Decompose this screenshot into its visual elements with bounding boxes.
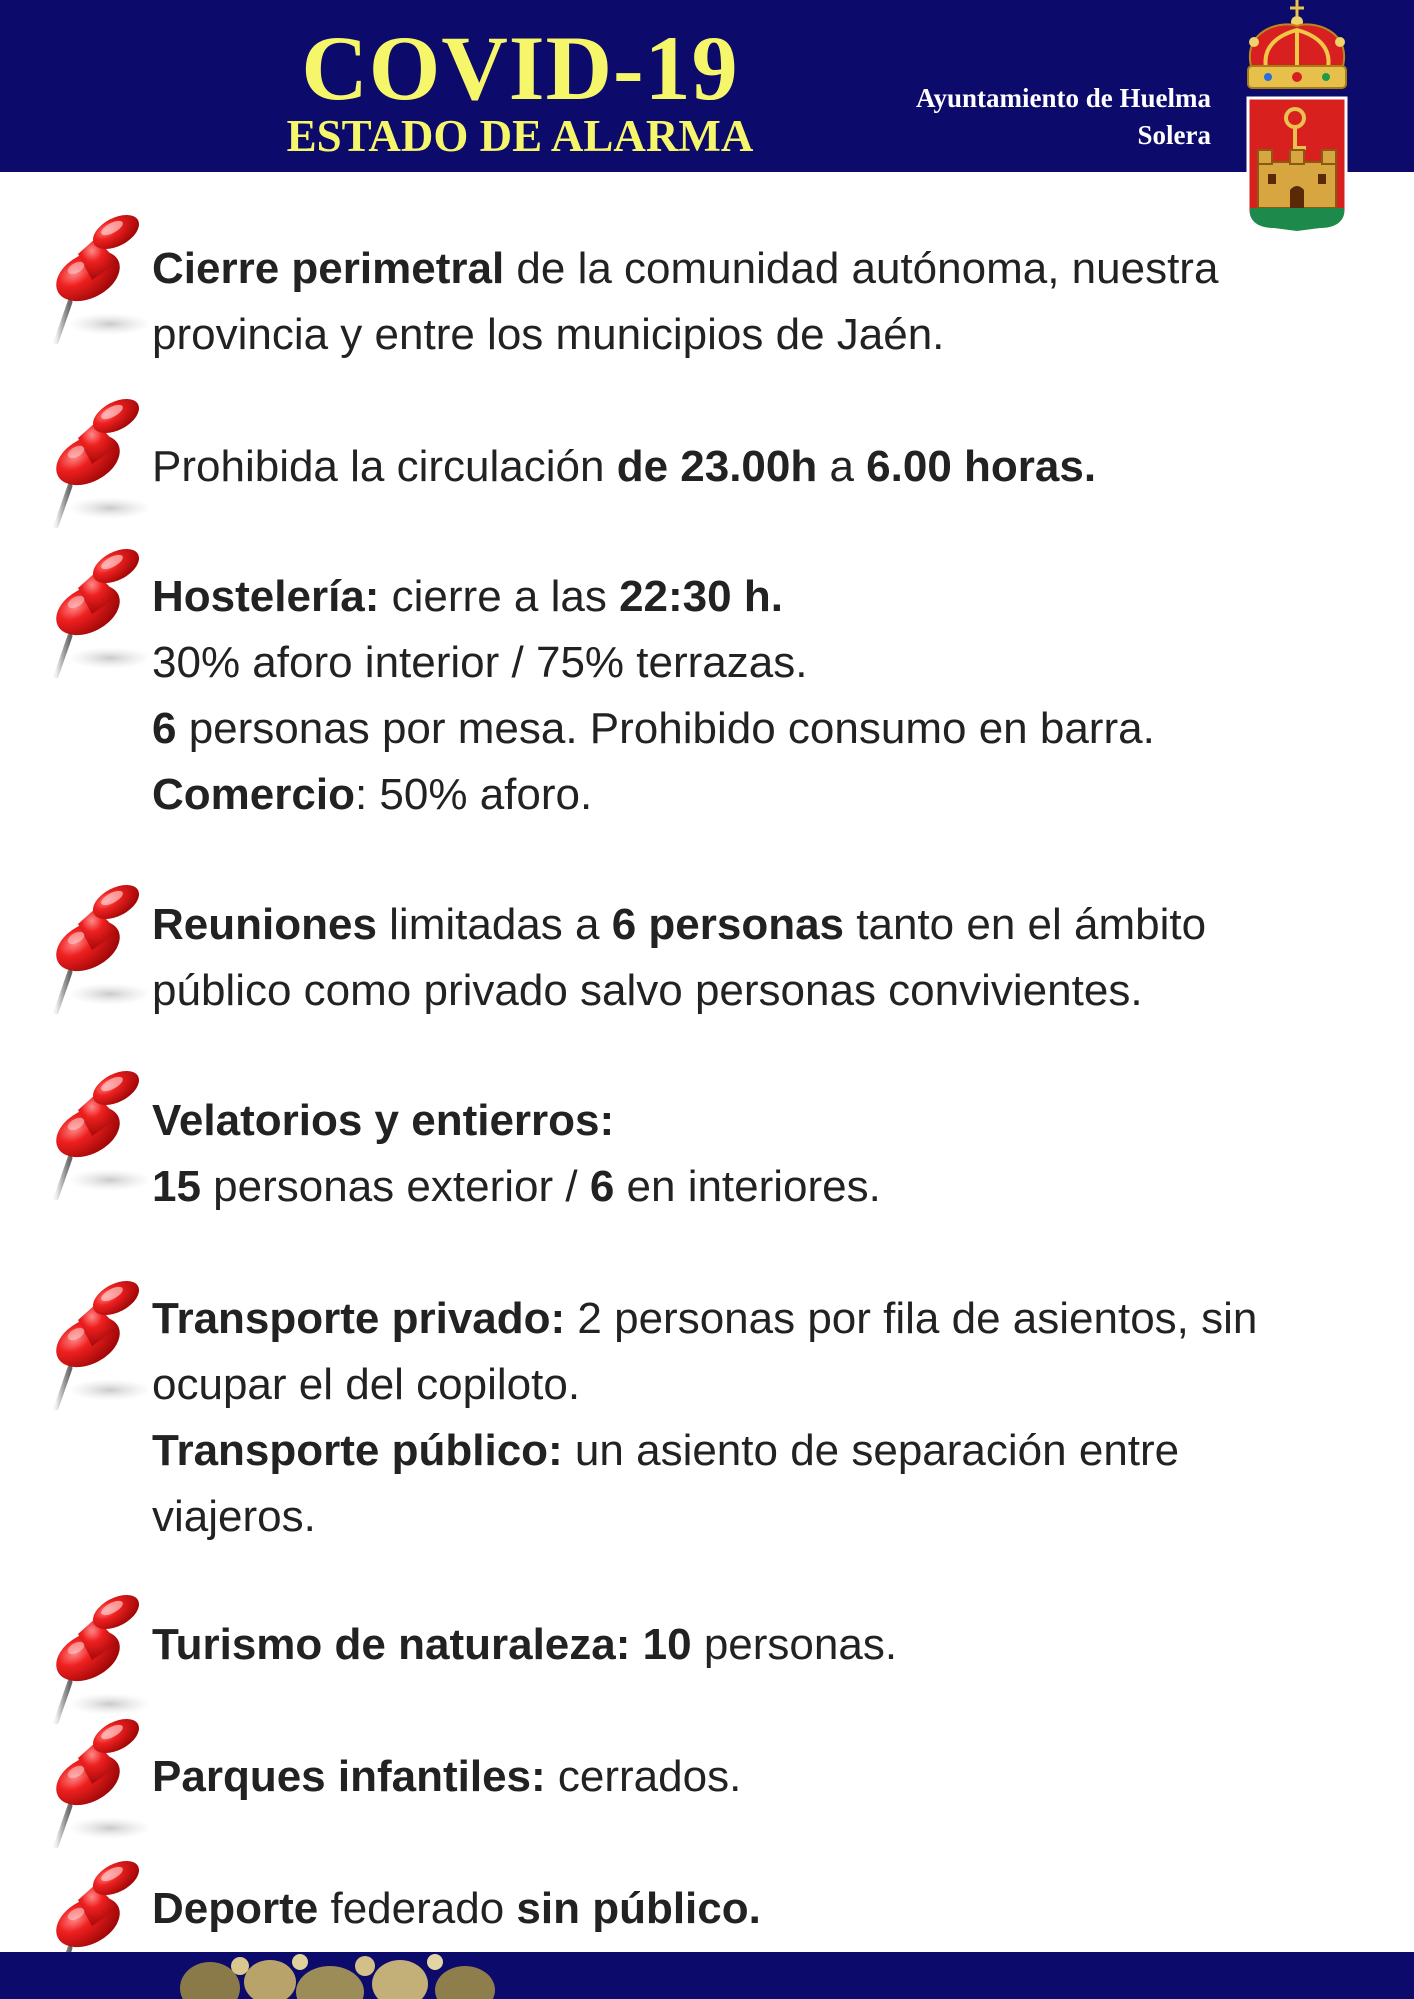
measure-line (152, 1612, 1372, 1678)
pushpin-icon (48, 1586, 148, 1726)
bold-text: Deporte (152, 1884, 319, 1933)
measure-line (152, 434, 1372, 500)
measure-line (152, 1352, 1372, 1418)
measure-line (152, 1484, 1372, 1550)
text: 2 personas por fila de asientos, sin (565, 1294, 1258, 1343)
text: cierre a las (379, 572, 620, 621)
footer-banner (0, 1952, 1414, 1999)
text: cerrados. (545, 1752, 742, 1801)
measure-item (152, 236, 1372, 368)
pushpin-icon (48, 390, 148, 530)
measure-line (152, 630, 1372, 696)
bold-text: 6 (152, 704, 177, 753)
measure-line (152, 302, 1372, 368)
bold-text: Hostelería: (152, 572, 380, 621)
text: federado (318, 1884, 517, 1933)
bold-text: 10 (642, 1620, 692, 1669)
bold-text: Cierre perimetral (152, 244, 505, 293)
text: en interiores. (614, 1162, 881, 1211)
text: de la comunidad autónoma, nuestra (504, 244, 1219, 293)
text: provincia y entre los municipios de Jaén. (152, 310, 945, 359)
page-title: COVID-19 (301, 17, 739, 119)
bold-text: de 23.00h (616, 442, 818, 491)
measure-line (152, 762, 1372, 828)
measure-line (152, 1286, 1372, 1352)
measure-line (152, 1088, 1372, 1154)
text: Prohibida la circulación (152, 442, 617, 491)
measure-line (152, 236, 1372, 302)
measure-item (152, 1286, 1372, 1550)
measure-item (152, 564, 1372, 828)
text: personas. (691, 1620, 898, 1669)
coat-of-arms-icon (1232, 0, 1362, 236)
measure-item (152, 1088, 1372, 1220)
measure-line (152, 1154, 1372, 1220)
page-subtitle: ESTADO DE ALARMA (286, 111, 754, 161)
measure-line (152, 892, 1372, 958)
text: ocupar el del copiloto. (152, 1360, 581, 1409)
text: limitadas a (376, 900, 612, 949)
town-hall-name (916, 80, 1211, 154)
measure-line (152, 696, 1372, 762)
measure-item (152, 892, 1372, 1024)
text: público como privado salvo personas convivientes. (152, 966, 1143, 1015)
bold-text: sin público. (516, 1884, 761, 1933)
town-line-2: Solera (1137, 120, 1211, 150)
text: a (817, 442, 867, 491)
text: 30% aforo interior / 75% terrazas. (152, 638, 808, 687)
measure-item (152, 1744, 1372, 1810)
text: tanto en el ámbito (844, 900, 1207, 949)
measure-item (152, 1612, 1372, 1678)
bold-text: Turismo de naturaleza: (152, 1620, 631, 1669)
measure-line (152, 958, 1372, 1024)
text: viajeros. (152, 1492, 316, 1541)
bold-text: Comercio (152, 770, 355, 819)
pushpin-icon (48, 1710, 148, 1850)
text (630, 1620, 642, 1669)
text: un asiento de separación entre (562, 1426, 1180, 1475)
pushpin-icon (48, 1272, 148, 1412)
header-banner (0, 0, 1414, 172)
bold-text: Velatorios y entierros: (152, 1096, 615, 1145)
pushpin-icon (48, 1062, 148, 1202)
bold-text: 15 (152, 1162, 201, 1211)
text: : 50% aforo. (354, 770, 593, 819)
measure-line (152, 1744, 1372, 1810)
text: personas por mesa. Prohibido consumo en barra. (176, 704, 1155, 753)
town-line-1: Ayuntamiento de Huelma (916, 83, 1211, 113)
measure-line (152, 1418, 1372, 1484)
bold-text: Reuniones (152, 900, 377, 949)
bold-text: 22:30 h. (619, 572, 783, 621)
pushpin-icon (48, 540, 148, 680)
bold-text: Transporte público: (152, 1426, 563, 1475)
measure-item (152, 434, 1372, 500)
measure-line (152, 1876, 1372, 1942)
pushpin-icon (48, 876, 148, 1016)
bold-text: 6 (589, 1162, 615, 1211)
pushpin-icon (48, 206, 148, 346)
bold-text: Parques infantiles: (152, 1752, 546, 1801)
bold-text: 6 personas (611, 900, 845, 949)
text: personas exterior / (200, 1162, 590, 1211)
bold-text: 6.00 horas. (866, 442, 1097, 491)
bold-text: Transporte privado: (152, 1294, 566, 1343)
measure-item (152, 1876, 1372, 1942)
measure-line (152, 564, 1372, 630)
virus-illustration-icon (150, 1952, 520, 1999)
